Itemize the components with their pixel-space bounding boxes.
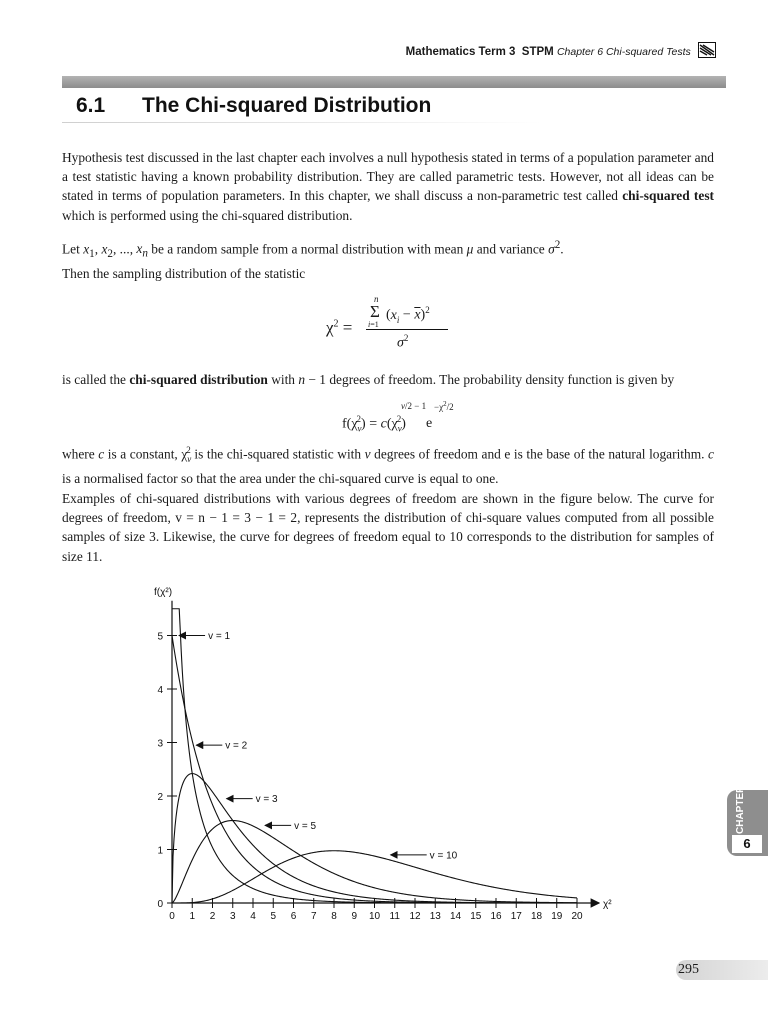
x-tick-label: 17 [510, 911, 522, 922]
x-tick-label: 0 [169, 911, 175, 922]
running-header [406, 42, 716, 58]
chapter-label: Chapter 6 Chi-squared Tests [556, 46, 691, 58]
x-tick-label: 14 [449, 911, 462, 922]
x-tick-label: 7 [310, 911, 317, 922]
section-title: The Chi-squared Distribution [142, 94, 432, 117]
y-tick-label: 5 [157, 631, 163, 643]
chapter-tab [727, 785, 768, 856]
chapter-tab-number: 6 [732, 835, 762, 853]
x-tick-label: 12 [409, 911, 421, 922]
chi-squared-statistic-formula: $\chi^2$ = n Σ i=1 $(x_i - \overline{x})^2$ $\sigma^2$ [304, 296, 484, 356]
x-tick-label: 5 [270, 911, 277, 922]
paragraph-intro: Hypothesis test discussed in the last chapter each involves a null hypothesis stated in terms of a population parameter and a test statistic having a known probability distribution. They are called parametric tests. However, not all ideas can be stated in terms of population parameters. In this chapter, we shall discuss a non-parametric test called chi-squared test which is performed using the chi-squared distribution. [62, 150, 715, 223]
series-label-v10: v = 10 [429, 850, 458, 862]
chapter-tab-label: CHAPTER [735, 785, 746, 834]
curve-v10 [172, 851, 577, 903]
y-tick-label: 1 [157, 845, 163, 857]
y-tick-label: 4 [157, 685, 163, 696]
book-logo-icon [698, 42, 716, 58]
section-number: 6.1 [76, 94, 106, 117]
y-tick-label: 3 [157, 738, 163, 750]
y-tick-label: 2 [157, 792, 163, 803]
pdf-formula: $f(\chi_v^2) = c(\chi_v^2)$ v/2 − 1 e $-\chi^2/2$ [342, 400, 454, 434]
x-tick-label: 4 [250, 911, 256, 922]
series-label-v5: v = 5 [294, 820, 317, 832]
curve-v1 [172, 609, 577, 903]
x-tick-label: 9 [351, 911, 358, 922]
chi-squared-chart [140, 585, 640, 930]
y-tick-label: 0 [157, 899, 163, 910]
series-label-v1: v = 1 [208, 631, 231, 642]
x-axis-label: χ² [603, 899, 612, 910]
x-tick-label: 13 [429, 911, 441, 922]
paragraph-examples: Examples of chi-squared distributions with various degrees of freedom are shown in the figure below. The curve for degrees of freedom, v = n − 1 = 3 − 1 = 2, represents the distribution of chi-square values computed from all possible samples of size 3. Likewise, the curve for degrees of freedom equal to 10 corresponds to the distribution for samples of size 11. [62, 491, 714, 564]
paragraph-constants: where c is a constant, $\chi_v^2$ is the chi-squared statistic with v degrees of freedom and e is the base of the natural logarithm. c is a normalised factor so that the area under the chi-squared curve is equal to one. [62, 445, 714, 487]
x-tick-label: 3 [229, 911, 236, 922]
paragraph-distribution: is called the chi-squared distribution with n − 1 degrees of freedom. The probability density function is given by [62, 372, 675, 387]
x-tick-label: 2 [209, 911, 216, 922]
x-tick-label: 16 [490, 911, 502, 922]
title-band [62, 76, 726, 88]
section-rule [62, 122, 542, 123]
paragraph-sample: Let $x_1$, $x_2$, ..., $x_n$ be a random sample from a normal distribution with mean μ and variance $\sigma^2$. [62, 239, 564, 261]
x-tick-label: 15 [470, 911, 482, 922]
y-axis-label: f(χ²) [154, 586, 173, 598]
x-tick-label: 19 [551, 911, 563, 922]
x-tick-label: 1 [189, 911, 196, 922]
x-tick-label: 20 [571, 911, 583, 922]
x-tick-label: 6 [290, 911, 297, 922]
curve-v2 [172, 636, 577, 903]
exam-label: STPM [521, 46, 554, 58]
curve-v3 [172, 774, 577, 903]
section-heading [76, 94, 431, 118]
series-label-v2: v = 2 [225, 740, 248, 752]
page-number: 295 [678, 962, 699, 977]
x-tick-label: 10 [368, 911, 381, 922]
paragraph-statistic: Then the sampling distribution of the statistic [62, 266, 306, 281]
x-tick-label: 8 [331, 911, 337, 922]
x-tick-label: 11 [389, 911, 400, 922]
book-title: Mathematics Term 3 [405, 46, 516, 58]
series-label-v3: v = 3 [255, 794, 278, 806]
x-tick-label: 18 [530, 911, 543, 922]
